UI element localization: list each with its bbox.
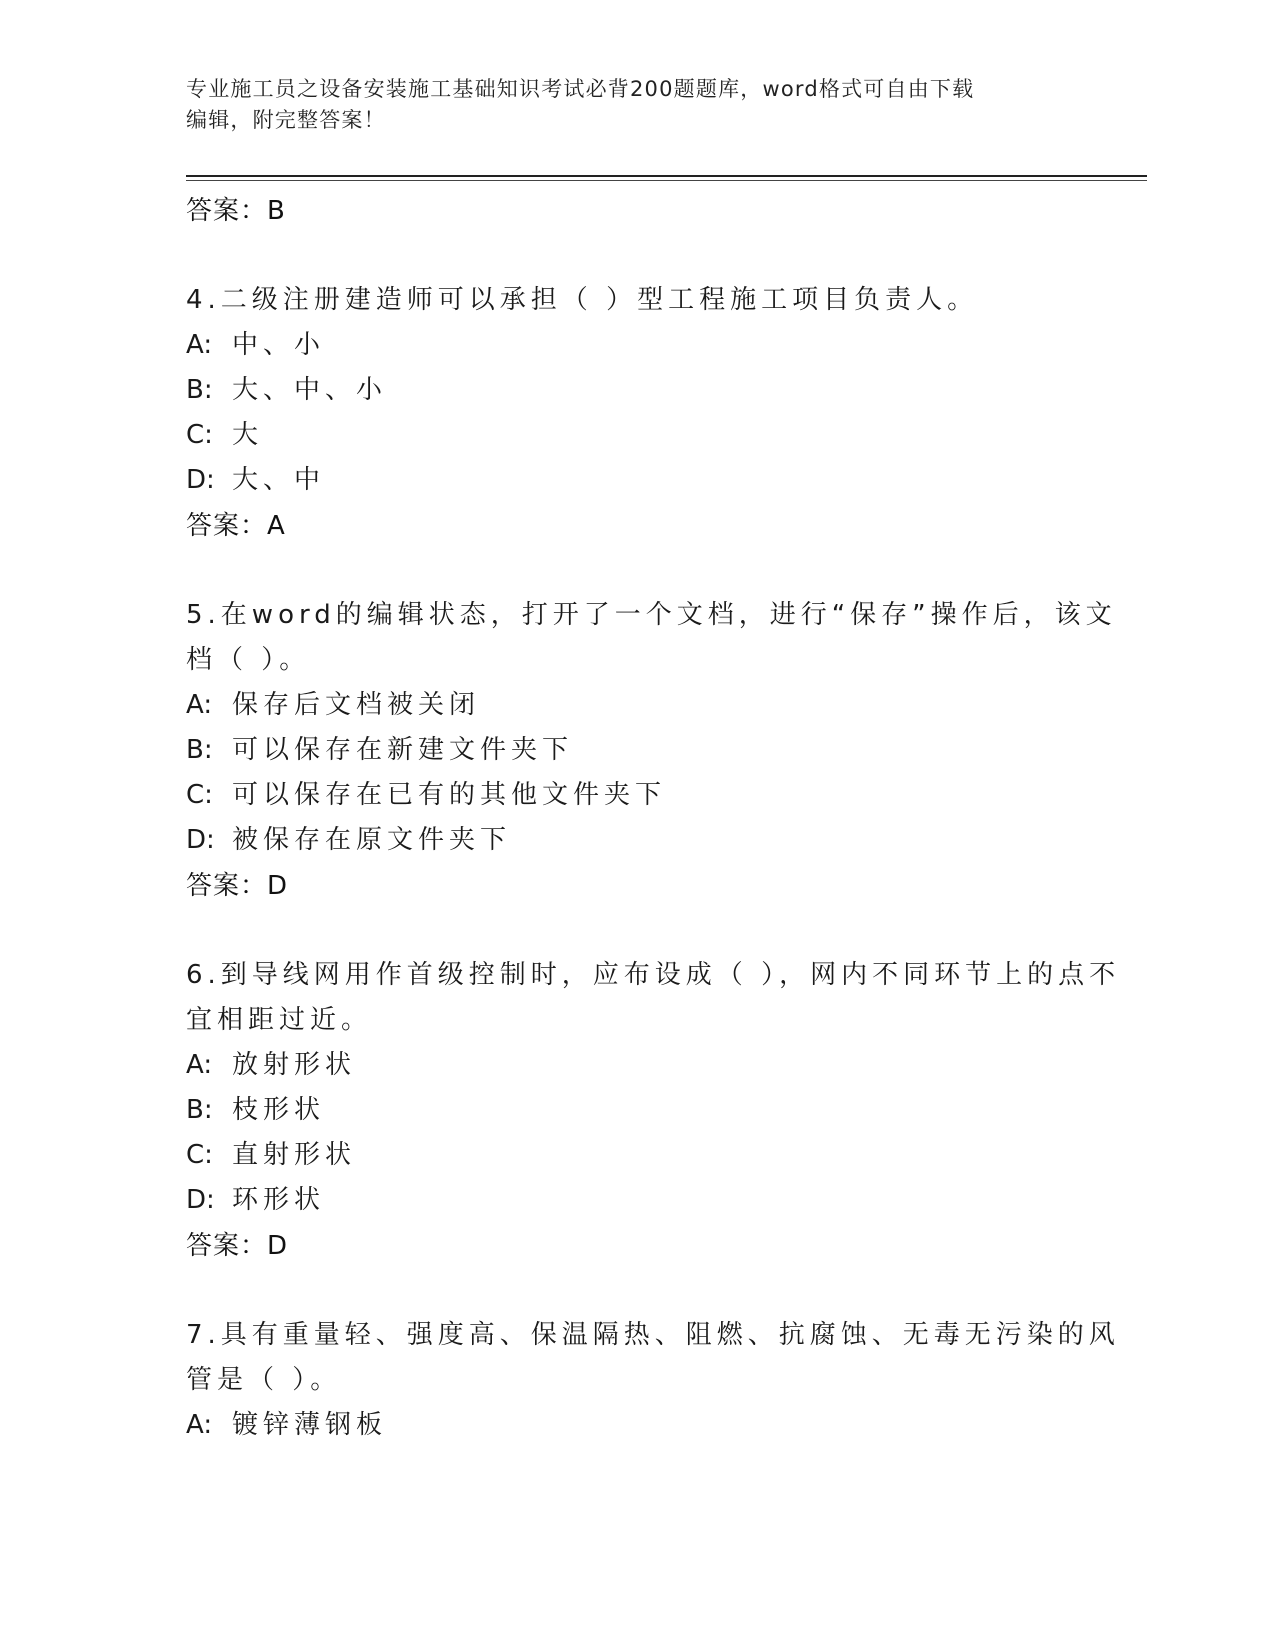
option-letter: A: — [186, 1050, 213, 1080]
option-text: 大 — [232, 420, 264, 450]
option-letter: A: — [186, 690, 213, 720]
option-b — [186, 368, 1086, 413]
header-line-1: 专业施工员之设备安装施工基础知识考试必背200题题库，word格式可自由下载 — [186, 77, 975, 101]
question-7 — [186, 1313, 1120, 1448]
question-text — [186, 593, 1117, 683]
question-line: 管是（ ）。 — [186, 1365, 342, 1395]
option-letter: D: — [186, 825, 215, 855]
option-text: 直射形状 — [232, 1140, 357, 1170]
option-text: 中、小 — [232, 330, 326, 360]
option-text: 大、中、小 — [232, 375, 388, 405]
option-c — [186, 413, 1086, 458]
option-letter: A: — [186, 330, 213, 360]
option-a — [186, 1043, 1086, 1088]
option-letter: C: — [186, 1140, 213, 1170]
question-line: 7.具有重量轻、强度高、保温隔热、阻燃、抗腐蚀、无毒无污染的风 — [186, 1320, 1120, 1350]
document-header — [186, 74, 1066, 136]
option-a — [186, 323, 1086, 368]
question-4 — [186, 278, 1086, 549]
question-line: 5.在word的编辑状态，打开了一个文档，进行“保存”操作后，该文 — [186, 600, 1117, 630]
header-divider — [186, 175, 1147, 177]
option-letter: D: — [186, 465, 215, 495]
option-text: 环形状 — [232, 1185, 326, 1215]
option-text: 可以保存在新建文件夹下 — [232, 735, 574, 765]
question-line: 4.二级注册建造师可以承担（ ）型工程施工项目负责人。 — [186, 285, 979, 315]
option-b — [186, 728, 1086, 773]
option-text: 镀锌薄钢板 — [232, 1410, 388, 1440]
answer-line: 答案：D — [186, 1231, 289, 1261]
option-c — [186, 1133, 1086, 1178]
header-line-2: 编辑，附完整答案！ — [186, 108, 386, 132]
answer-line: 答案：A — [186, 511, 286, 541]
question-5 — [186, 593, 1117, 909]
option-letter: B: — [186, 735, 213, 765]
option-letter: A: — [186, 1410, 213, 1440]
question-6 — [186, 953, 1121, 1269]
option-b — [186, 1088, 1086, 1133]
question-text — [186, 953, 1121, 1043]
question-text — [186, 1313, 1120, 1403]
option-a — [186, 683, 1086, 728]
option-text: 大、中 — [232, 465, 326, 495]
option-text: 可以保存在已有的其他文件夹下 — [232, 780, 667, 810]
header-divider-thin — [186, 180, 1147, 181]
option-letter: B: — [186, 1095, 213, 1125]
option-text: 保存后文档被关闭 — [232, 690, 481, 720]
option-a — [186, 1403, 1086, 1448]
option-text: 枝形状 — [232, 1095, 326, 1125]
question-text — [186, 278, 1086, 323]
question-line: 档（ ）。 — [186, 645, 311, 675]
option-letter: D: — [186, 1185, 215, 1215]
option-d — [186, 1178, 1086, 1223]
option-d — [186, 818, 1086, 863]
option-letter: B: — [186, 375, 213, 405]
document-body — [186, 188, 1121, 1448]
answer-line: 答案：B — [186, 196, 286, 226]
option-text: 被保存在原文件夹下 — [232, 825, 512, 855]
question-line: 6.到导线网用作首级控制时，应布设成（ ），网内不同环节上的点不 — [186, 960, 1121, 990]
question-line: 宜相距过近。 — [186, 1005, 373, 1035]
option-letter: C: — [186, 780, 213, 810]
option-c — [186, 773, 1086, 818]
answer-line: 答案：D — [186, 871, 289, 901]
option-letter: C: — [186, 420, 213, 450]
option-text: 放射形状 — [232, 1050, 357, 1080]
option-d — [186, 458, 1086, 503]
